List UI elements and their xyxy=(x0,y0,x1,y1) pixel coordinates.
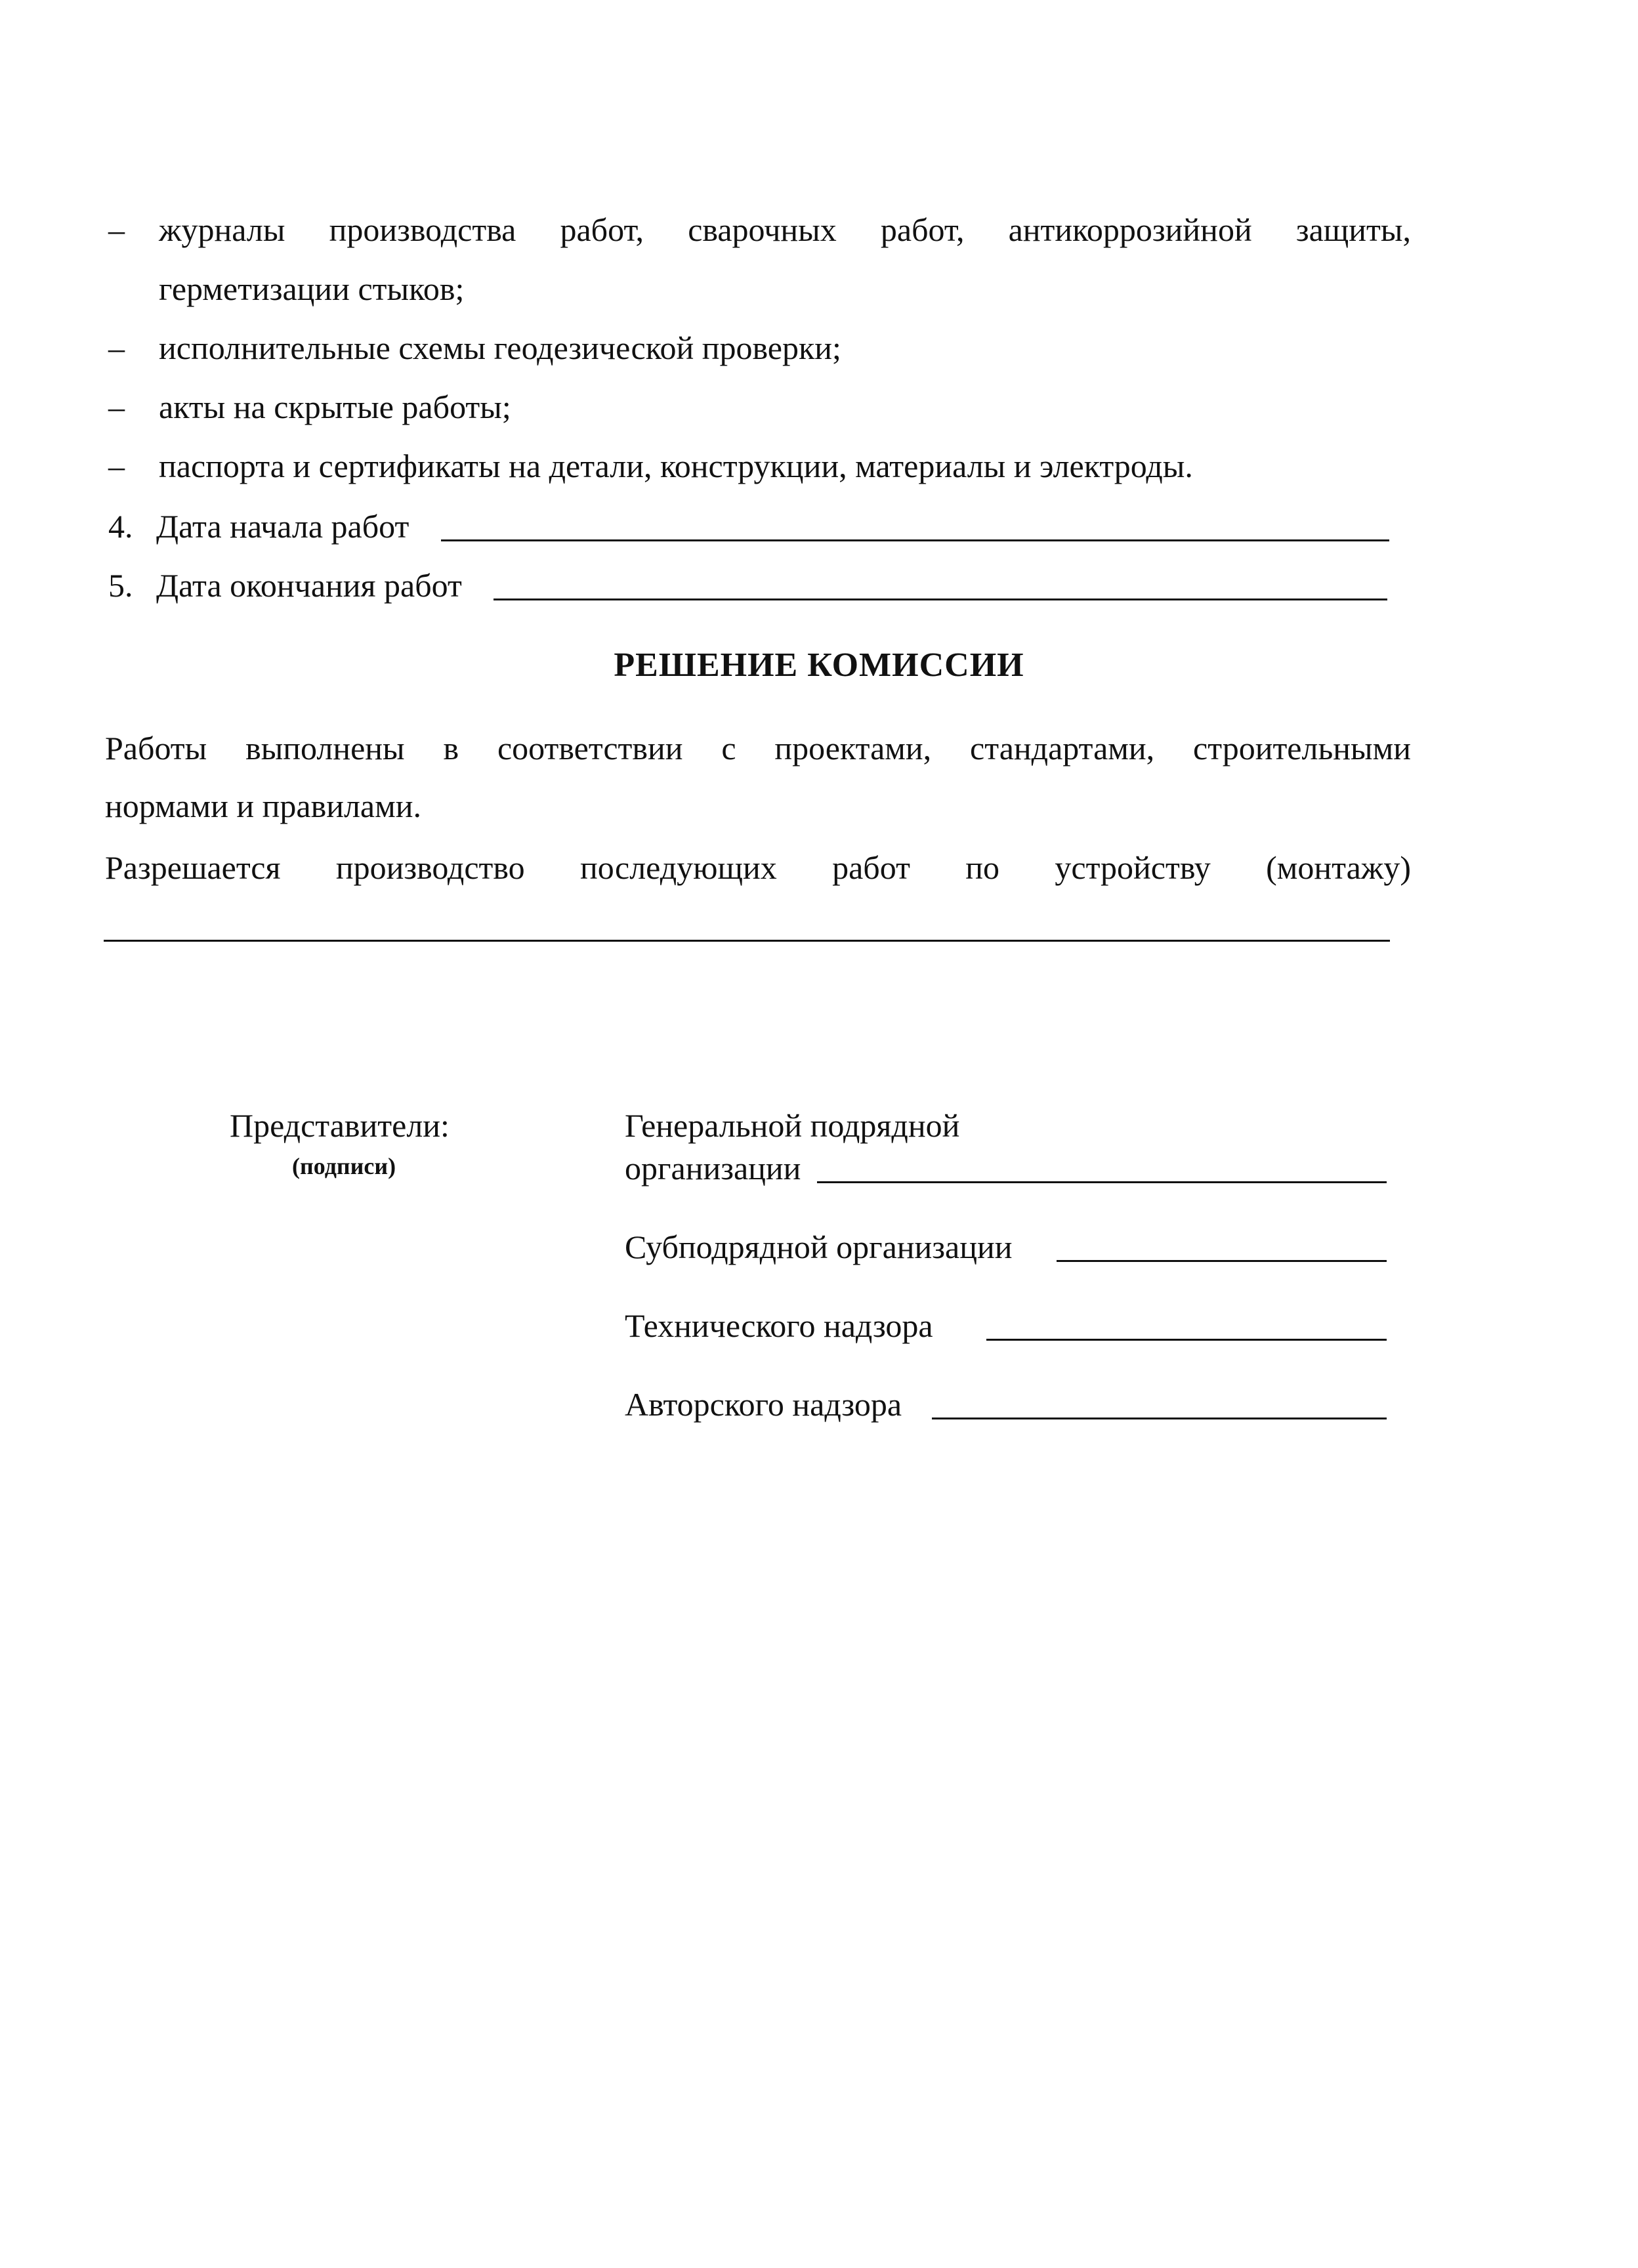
subcontractor-label: Субподрядной организации xyxy=(625,1228,1013,1265)
section-title: РЕШЕНИЕ КОМИССИИ xyxy=(614,646,1024,684)
general-contractor-signature-line[interactable] xyxy=(817,1181,1387,1183)
subcontractor-signature-line[interactable] xyxy=(1057,1260,1387,1262)
list-item-text-continuation: герметизации стыков; xyxy=(159,270,465,307)
list-marker: – xyxy=(108,329,125,366)
list-item-text: исполнительные схемы геодезической проверки; xyxy=(159,329,841,366)
general-contractor-label-continuation: организации xyxy=(625,1150,801,1186)
signatures-sublabel: (подписи) xyxy=(292,1153,396,1179)
list-marker: – xyxy=(108,388,125,425)
author-supervision-label: Авторского надзора xyxy=(625,1386,902,1423)
end-date-label: Дата окончания работ xyxy=(156,567,462,604)
representatives-label: Представители: xyxy=(230,1107,450,1144)
technical-supervision-signature-line[interactable] xyxy=(986,1339,1387,1341)
start-date-blank-line[interactable] xyxy=(441,539,1389,541)
list-marker: – xyxy=(108,211,125,248)
decision-blank-line[interactable] xyxy=(104,940,1390,942)
item-number: 4. xyxy=(108,508,133,545)
list-item-text: журналы производства работ, сварочных работ, антикоррозийной защиты, xyxy=(159,211,1411,248)
decision-paragraph-2: Разрешается производство последующих работ по устройству (монтажу) xyxy=(105,849,1411,886)
list-item-text: паспорта и сертификаты на детали, конструкции, материалы и электроды. xyxy=(159,448,1193,484)
technical-supervision-label: Технического надзора xyxy=(625,1307,933,1344)
decision-paragraph-1: Работы выполнены в соответствии с проектами, стандартами, строительными xyxy=(105,730,1411,766)
end-date-blank-line[interactable] xyxy=(494,598,1387,600)
general-contractor-label: Генеральной подрядной xyxy=(625,1107,960,1144)
author-supervision-signature-line[interactable] xyxy=(932,1418,1387,1419)
item-number: 5. xyxy=(108,567,133,604)
decision-paragraph-1-continuation: нормами и правилами. xyxy=(105,788,422,824)
list-item-text: акты на скрытые работы; xyxy=(159,388,511,425)
list-marker: – xyxy=(108,448,125,484)
start-date-label: Дата начала работ xyxy=(156,508,410,545)
